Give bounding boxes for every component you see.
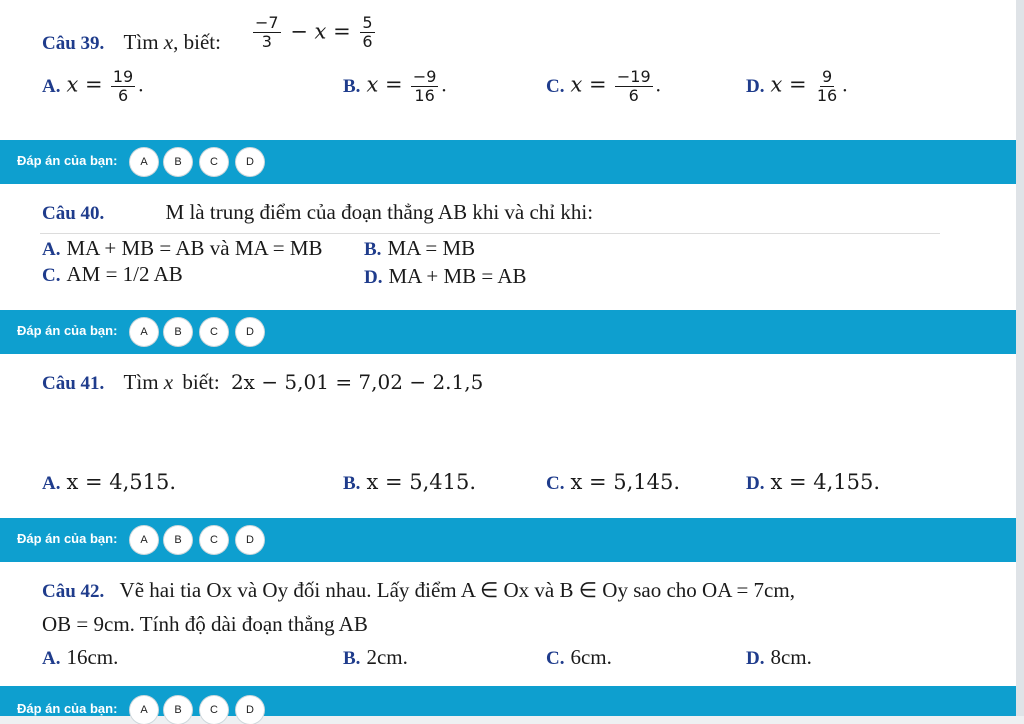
q39-prompt: Câu 39. Tìm x, biết: [42,30,221,54]
choice-a-button[interactable]: A [130,526,158,554]
choice-c-button[interactable]: C [200,318,228,346]
q41-option-c: C. x = 5,145. [546,470,681,494]
q39-option-c: C. x = $\frac{-19}{6}$ . [546,67,661,106]
choice-d-button[interactable]: D [236,696,264,724]
q42-line2: OB = 9cm. Tính độ dài đoạn thẳng AB [42,612,368,636]
choice-c-button[interactable]: C [200,696,228,724]
q41-prompt: Câu 41. Tìm x biết: 2x − 5,01 = 7,02 − 2.1,5 [42,370,484,394]
answer-bar-42 [0,686,1016,716]
q39-option-b: B. x = $\frac{-9}{16}$ . [343,67,447,106]
answer-label: Đáp án của bạn: [17,323,118,338]
question-41 [0,354,1016,518]
q42-option-b: B. 2cm. [343,645,408,669]
q42-option-c: C. 6cm. [546,645,612,669]
answer-label: Đáp án của bạn: [17,153,118,168]
choice-c-button[interactable]: C [200,526,228,554]
choice-a-button[interactable]: A [130,318,158,346]
q40-option-b: B. MA = MB [364,236,476,260]
choice-b-button[interactable]: B [164,148,192,176]
q39-label: Câu 39. [42,33,105,54]
page-edge [1016,0,1024,716]
question-40 [0,184,1016,310]
divider [40,233,940,234]
choice-d-button[interactable]: D [236,318,264,346]
q39-option-d: D. x = $\frac{9}{16}$ . [746,67,848,106]
q42-line1: Câu 42. Vẽ hai tia Ox và Oy đối nhau. Lấy điểm A ∈ Ox và B ∈ Oy sao cho OA = 7cm, [42,578,795,602]
choice-b-button[interactable]: B [164,318,192,346]
q41-label: Câu 41. [42,373,105,394]
choice-b-button[interactable]: B [164,526,192,554]
q40-option-a: A. MA + MB = AB và MA = MB [42,236,323,260]
q41-option-a: A. x = 4,515. [42,470,177,494]
choice-a-button[interactable]: A [130,696,158,724]
answer-bar-41 [0,518,1016,562]
answer-bar-40 [0,310,1016,354]
q41-option-b: B. x = 5,415. [343,470,477,494]
q40-prompt: Câu 40. M là trung điểm của đoạn thẳng AB khi và chỉ khi: [42,200,594,224]
q40-option-c: C. AM = 1/2 AB [42,262,183,286]
choice-a-button[interactable]: A [130,148,158,176]
answer-bar-39 [0,140,1016,184]
choice-d-button[interactable]: D [236,526,264,554]
answer-label: Đáp án của bạn: [17,701,118,716]
q39-equation: $\frac{-7}{3}$ − x = $\frac{5}{6}$ [255,13,373,52]
q41-option-d: D. x = 4,155. [746,470,881,494]
q40-label: Câu 40. [42,203,105,224]
answer-label: Đáp án của bạn: [17,531,118,546]
question-39 [0,0,1016,140]
q39-option-a: A. x = $\frac{19}{6}$ . [42,67,144,106]
choice-c-button[interactable]: C [200,148,228,176]
choice-b-button[interactable]: B [164,696,192,724]
question-42 [0,562,1016,686]
q40-option-d: D. MA + MB = AB [364,264,527,288]
q42-option-a: A. 16cm. [42,645,119,669]
q42-option-d: D. 8cm. [746,645,812,669]
q42-label: Câu 42. [42,581,105,602]
choice-d-button[interactable]: D [236,148,264,176]
